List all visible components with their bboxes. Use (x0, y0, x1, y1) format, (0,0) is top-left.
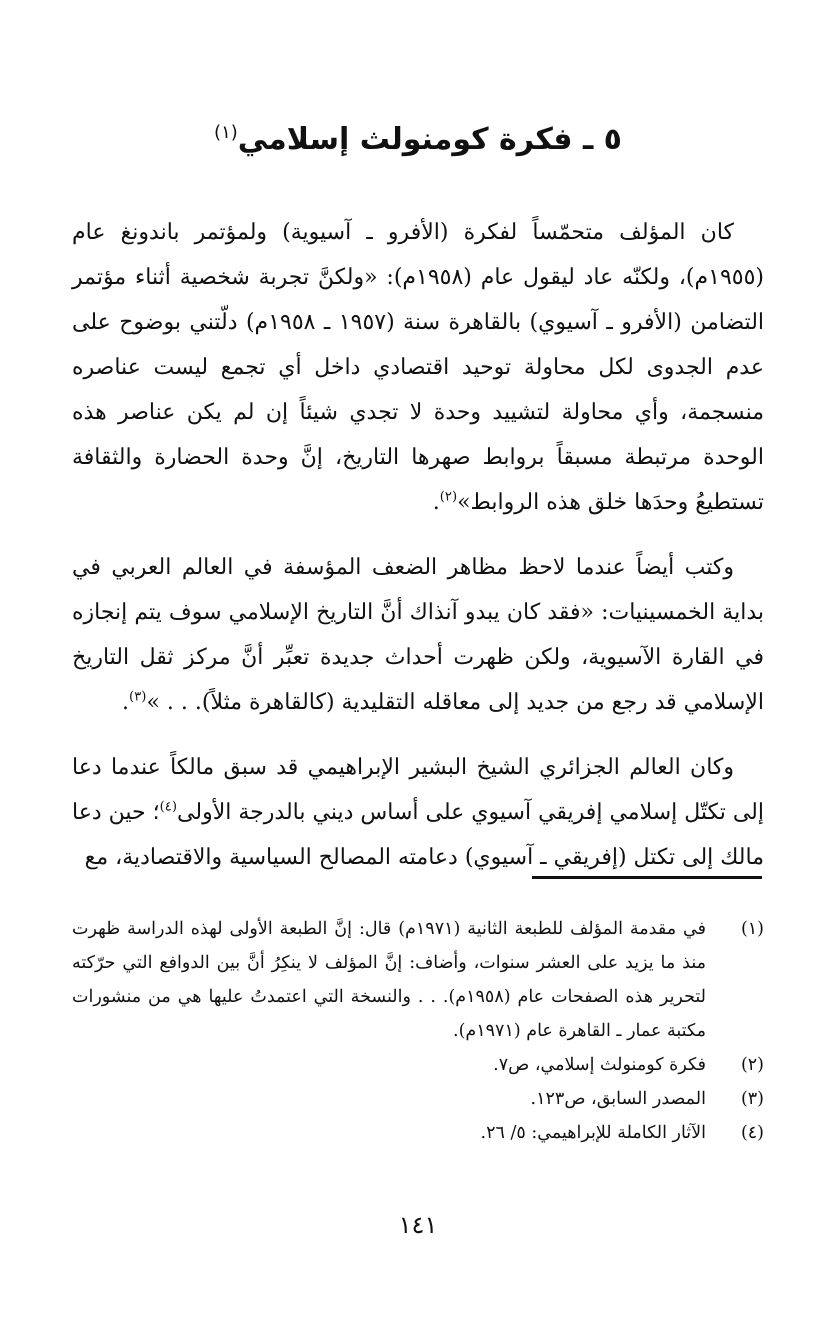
footnote-number: (١) (740, 919, 764, 939)
footnote-number: (٢) (740, 1055, 764, 1075)
heading-footnote-ref: (١) (214, 122, 238, 143)
footnote-item (72, 1048, 764, 1082)
body-text (72, 210, 764, 900)
paragraph-text: وكان العالم الجزائري الشيخ البشير الإبراهيمي قد سبق مالكاً عندما دعا إلى تكتّل إسلامي إفريقي آسيوي على أساس ديني بالدرجة الأولى (72, 755, 765, 825)
footnote-text: المصدر السابق، ص١٢٣. (530, 1089, 706, 1109)
footnote-separator (532, 876, 762, 879)
paragraph-text: كان المؤلف متحمّساً لفكرة (الأفرو ـ آسيوية) ولمؤتمر باندونغ عام (١٩٥٥م)، ولكنّه عاد ليقول عام (١٩٥٨م): «ولكنَّ تجربة شخصية أثناء مؤتمر التضامن (الأفرو ـ آسيوي) بالقاهرة سنة (١٩٥٧ ـ ١٩٥٨م) دلّتني بوضوح على عدم الجدوى لكل محاولة توحيد اقتصادي داخل أي تجمع ليست عناصره منسجمة، وأي محاولة لتشييد وحدة لا تجدي شيئاً إن لم يكن عناصر هذه الوحدة مرتبطة مسبقاً بروابط صهرها التاريخ، إنَّ وحدة الحضارة والثقافة تستطيعُ وحدَها خلق هذه الروابط» (72, 220, 765, 515)
footnote-ref: (٢) (439, 489, 458, 505)
footnote-item (72, 1116, 764, 1150)
footnote-text: في مقدمة المؤلف للطبعة الثانية (١٩٧١م) قال: إنَّ الطبعة الأولى لهذه الدراسة ظهرت منذ ما يزيد على العشر سنوات، وأضاف: إنَّ المؤلف لا ينكِرُ أنَّ بين الدوافع التي حرّكته لتحرير هذه الصفحات عام (١٩٥٨م). . . والنسخة التي اعتمدتُ عليها هي من منشورات مكتبة عمار ـ القاهرة عام (١٩٧١م). (72, 919, 706, 1041)
footnote-number: (٣) (740, 1089, 764, 1109)
paragraph-text: ؛ حين دعا مالك إلى تكتل (إفريقي ـ آسيوي) دعامته المصالح السياسية والاقتصادية، مع (72, 800, 764, 870)
footnote-text: فكرة كومنولث إسلامي، ص٧. (493, 1055, 706, 1075)
paragraph-text: وكتب أيضاً عندما لاحظ مظاهر الضعف المؤسفة في العالم العربي في بداية الخمسينيات: «فقد كان يبدو آنذاك أنَّ التاريخ الإسلامي سوف يتم إنجازه في القارة الآسيوية، ولكن ظهرت أحداث جديدة تعبِّر أنَّ مركز ثقل التاريخ الإسلامي قد رجع من جديد إلى معاقله التقليدية (كالقاهرة مثلاً). . . » (72, 555, 764, 715)
paragraph (72, 545, 764, 725)
page-number: ١٤١ (398, 1211, 438, 1239)
footnote-item (72, 912, 764, 1048)
footnotes (72, 912, 764, 1150)
paragraph (72, 745, 764, 880)
footnote-ref: (٤) (159, 799, 178, 815)
footnote-item (72, 1082, 764, 1116)
footnote-number: (٤) (740, 1123, 764, 1143)
footnote-text: الآثار الكاملة للإبراهيمي: ٥/ ٢٦. (480, 1123, 706, 1143)
section-heading-text: ٥ ـ فكرة كومنولث إسلامي (237, 122, 622, 157)
paragraph-text: . (432, 490, 440, 515)
paragraph-text: . (122, 690, 130, 715)
footnote-ref: (٣) (129, 689, 147, 705)
paragraph (72, 210, 764, 525)
section-heading (0, 118, 836, 162)
